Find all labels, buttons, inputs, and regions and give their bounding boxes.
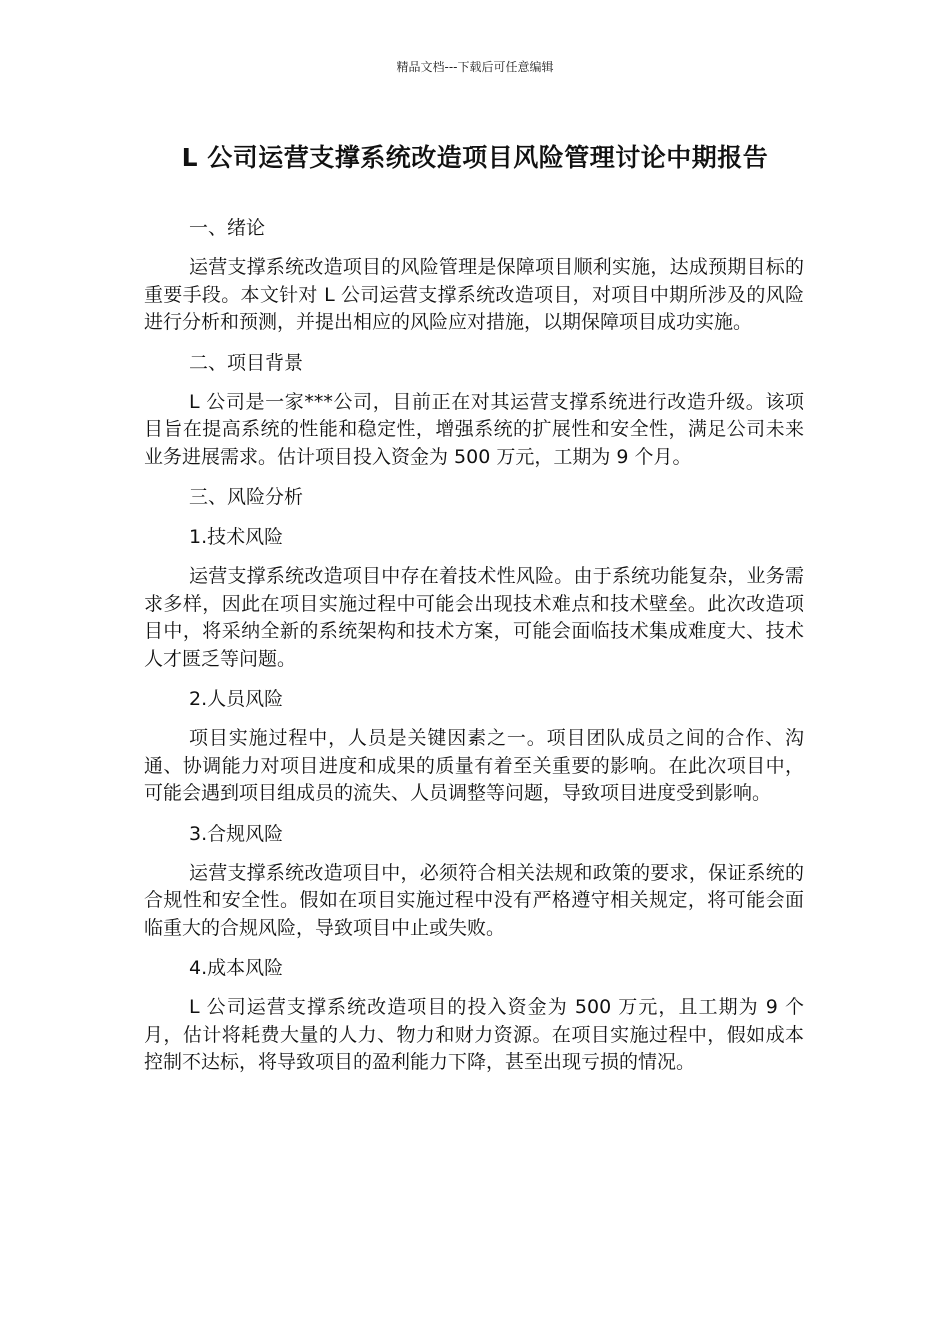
section-heading-background: 二、项目背景 <box>189 351 304 374</box>
section-heading-introduction: 一、绪论 <box>189 217 266 239</box>
subheading-technical-risk: 1.技术风险 <box>189 526 284 548</box>
subheading-compliance-risk: 3.合规风险 <box>189 822 284 845</box>
subheading-cost-risk: 4.成本风险 <box>189 957 284 979</box>
header-note: 精品文档---下载后可任意编辑 <box>396 60 554 74</box>
section-heading-risk-analysis: 三、风险分析 <box>189 486 304 508</box>
paragraph-technical-risk: 运营支撑系统改造项目中存在着技术性风险。由于系统功能复杂，业务需求多样，因此在项目实施过程中可能会出现技术难点和技术壁垒。此次改造项目中，将采纳全新的系统架构和技术方案，可能会面临技术集成难度大、技术人才匮乏等问题。 <box>144 565 804 670</box>
paragraph-compliance-risk: 运营支撑系统改造项目中，必须符合相关法规和政策的要求，保证系统的合规性和安全性。假如在项目实施过程中没有严格遵守相关规定，将可能会面临重大的合规风险，导致项目中止或失败。 <box>144 861 804 939</box>
paragraph-cost-risk: L 公司运营支撑系统改造项目的投入资金为 500 万元，且工期为 9 个月，估计将耗费大量的人力、物力和财力资源。在项目实施过程中，假如成本控制不达标，将导致项目的盈利能力下降，甚至出现亏损的情况。 <box>144 996 804 1073</box>
paragraph-personnel-risk: 项目实施过程中，人员是关键因素之一。项目团队成员之间的合作、沟通、协调能力对项目进度和成果的质量有着至关重要的影响。在此次项目中，可能会遇到项目组成员的流失、人员调整等问题，导致项目进度受到影响。 <box>144 727 804 804</box>
document-body <box>144 214 804 1089</box>
paragraph-background: L 公司是一家***公司，目前正在对其运营支撑系统进行改造升级。该项目旨在提高系统的性能和稳定性，增强系统的扩展性和安全性，满足公司未来业务进展需求。估计项目投入资金为 500 万元，工期为 9 个月。 <box>144 390 804 468</box>
paragraph-introduction: 运营支撑系统改造项目的风险管理是保障项目顺利实施，达成预期目标的重要手段。本文针对 L 公司运营支撑系统改造项目，对项目中期所涉及的风险进行分析和预测，并提出相应的风险应对措施，以期保障项目成功实施。 <box>144 256 804 333</box>
document-title: L 公司运营支撑系统改造项目风险管理讨论中期报告 <box>181 143 769 172</box>
subheading-personnel-risk: 2.人员风险 <box>189 688 284 710</box>
